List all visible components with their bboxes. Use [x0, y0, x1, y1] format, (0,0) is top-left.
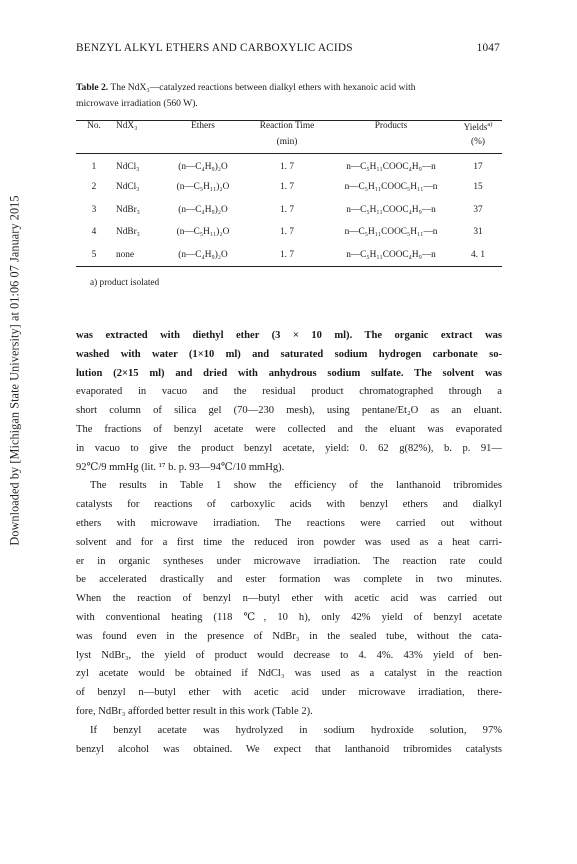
body-line: solvent and for a first time the reduced iron powder was used as a heat carri-	[76, 536, 502, 548]
body-line: with conventional heating (118 ℃, 10 h), only 42% yield of benzyl acetate	[76, 611, 502, 623]
cell-product: n—C₅H₁₁COOC₄H₉—n	[346, 249, 436, 260]
cell-time: 1. 7	[280, 249, 294, 260]
table-row	[76, 244, 502, 267]
header-no: No.	[87, 121, 101, 131]
body-text	[76, 327, 502, 759]
running-header	[76, 42, 500, 54]
cell-yield: 4. 1	[471, 249, 485, 260]
body-line: When the reaction of benzyl n—butyl ether with acetic acid was carried out	[76, 593, 502, 605]
cell-no: 2	[91, 182, 97, 193]
table-header-units-row	[76, 137, 502, 154]
header-time-unit: (min)	[276, 136, 298, 147]
header-products: Products	[374, 121, 408, 131]
header-ndx: NdX₃	[116, 121, 138, 131]
page-number: 1047	[476, 42, 500, 54]
cell-ndx: NdCl₃	[116, 182, 140, 193]
cell-yield: 15	[473, 182, 483, 193]
table-row	[76, 199, 502, 222]
body-line: 92℃/9 mmHg (lit. ¹⁷ b. p. 93—94℃/10 mmHg).	[76, 461, 285, 473]
body-line: ethers with microwave irradiation. The reactions were carried out without	[76, 517, 502, 529]
cell-ndx: NdBr₃	[116, 204, 140, 215]
table-caption-text: The NdX₃—catalyzed reactions between dialkyl ethers with hexanoic acid with	[110, 82, 416, 93]
table-footnote: a) product isolated	[90, 278, 160, 288]
header-yield-unit: (%)	[471, 136, 485, 147]
body-line: lyst NdBr₃, the yield of product would decrease to 4. 4%. 43% yield of ben-	[76, 649, 502, 661]
cell-ndx: none	[116, 249, 135, 260]
cell-ether: (n—C₅H₁₁)₂O	[176, 182, 230, 193]
table-row	[76, 176, 502, 199]
cell-no: 1	[91, 161, 97, 172]
table-caption-line-2: microwave irradiation (560 W).	[76, 98, 198, 109]
table-row	[76, 154, 502, 177]
body-line: er in organic syntheses under microwave irradiation. The reaction rate could	[76, 555, 502, 567]
header-yields-footnote-mark: a)	[487, 121, 493, 128]
body-line: was extracted with diethyl ether (3 × 10 ml). The organic extract was	[76, 330, 502, 341]
body-line: washed with water (1×10 ml) and saturated sodium hydrogen carbonate so-	[76, 348, 502, 360]
cell-ether: (n—C₄H₉)₂O	[178, 249, 228, 260]
body-line: catalysts for reactions of carboxylic acids with benzyl ethers and dialkyl	[76, 499, 502, 511]
cell-product: n—C₅H₁₁COOC₅H₁₁—n	[344, 227, 438, 238]
body-line: lution (2×15 ml) and dried with anhydrous sodium sulfate. The solvent was	[76, 367, 502, 379]
body-line: zyl acetate would be obtained if NdCl₃ was used as a catalyst in the reaction	[76, 668, 502, 680]
cell-yield: 37	[473, 204, 483, 215]
body-line: evaporated in vacuo and the residual product chromatographed through a	[76, 386, 502, 398]
body-line: short column of silica gel (70—230 mesh), using pentane/Et₂O as an eluant.	[76, 405, 502, 417]
body-line: The fractions of benzyl acetate were collected and the eluant was evaporated	[76, 423, 502, 435]
cell-ether: (n—C₄H₉)₂O	[178, 161, 228, 172]
download-watermark	[4, 40, 26, 700]
table-row	[76, 221, 502, 244]
results-table	[76, 120, 502, 267]
cell-ndx: NdCl₃	[116, 161, 140, 172]
body-line: was found even in the presence of NdBr₃ in the sealed tube, without the cata-	[76, 630, 502, 642]
body-line: be accelerated drastically and ester formation was complete in two minutes.	[76, 574, 502, 586]
cell-time: 1. 7	[280, 204, 294, 215]
table-caption	[76, 80, 502, 112]
cell-no: 4	[91, 227, 97, 238]
body-line: of benzyl n—butyl ether with acetic acid under microwave irradiation, there-	[76, 687, 502, 699]
cell-product: n—C₅H₁₁COOC₅H₁₁—n	[344, 182, 438, 193]
cell-time: 1. 7	[280, 182, 294, 193]
cell-product: n—C₅H₁₁COOC₄H₉—n	[346, 204, 436, 215]
body-line: If benzyl acetate was hydrolyzed in sodium hydroxide solution, 97%	[90, 724, 502, 736]
body-line: The results in Table 1 show the efficiency of the lanthanoid tribromides	[90, 480, 502, 492]
cell-time: 1. 7	[280, 161, 294, 172]
table-header-row	[76, 121, 502, 137]
cell-no: 3	[91, 204, 97, 215]
cell-ether: (n—C₅H₁₁)₂O	[176, 227, 230, 238]
header-ethers: Ethers	[191, 121, 215, 131]
cell-no: 5	[91, 249, 97, 260]
cell-time: 1. 7	[280, 227, 294, 238]
cell-product: n—C₅H₁₁COOC₄H₉—n	[346, 161, 436, 172]
cell-ndx: NdBr₃	[116, 227, 140, 238]
body-line: in vacuo to give the product benzyl acetate, yield: 0. 62 g(82%), b. p. 91—	[76, 442, 502, 454]
cell-ether: (n—C₄H₉)₂O	[178, 204, 228, 215]
cell-yield: 31	[473, 227, 483, 238]
running-title: BENZYL ALKYL ETHERS AND CARBOXYLIC ACIDS	[76, 42, 353, 54]
body-line: fore, NdBr₃ afforded better result in this work (Table 2).	[76, 705, 313, 717]
download-watermark-text: Downloaded by [Michigan State University] at 01:06 07 January 2015	[7, 194, 22, 546]
header-yields	[454, 121, 502, 137]
table-caption-label: Table 2.	[76, 82, 109, 93]
header-yields-label: Yields	[463, 123, 488, 134]
header-reaction-time: Reaction Time	[259, 121, 315, 131]
cell-yield: 17	[473, 161, 483, 172]
body-line: benzyl alcohol was obtained. We expect that lanthanoid tribromides catalysts	[76, 743, 502, 755]
table-caption-line-1	[76, 80, 502, 96]
